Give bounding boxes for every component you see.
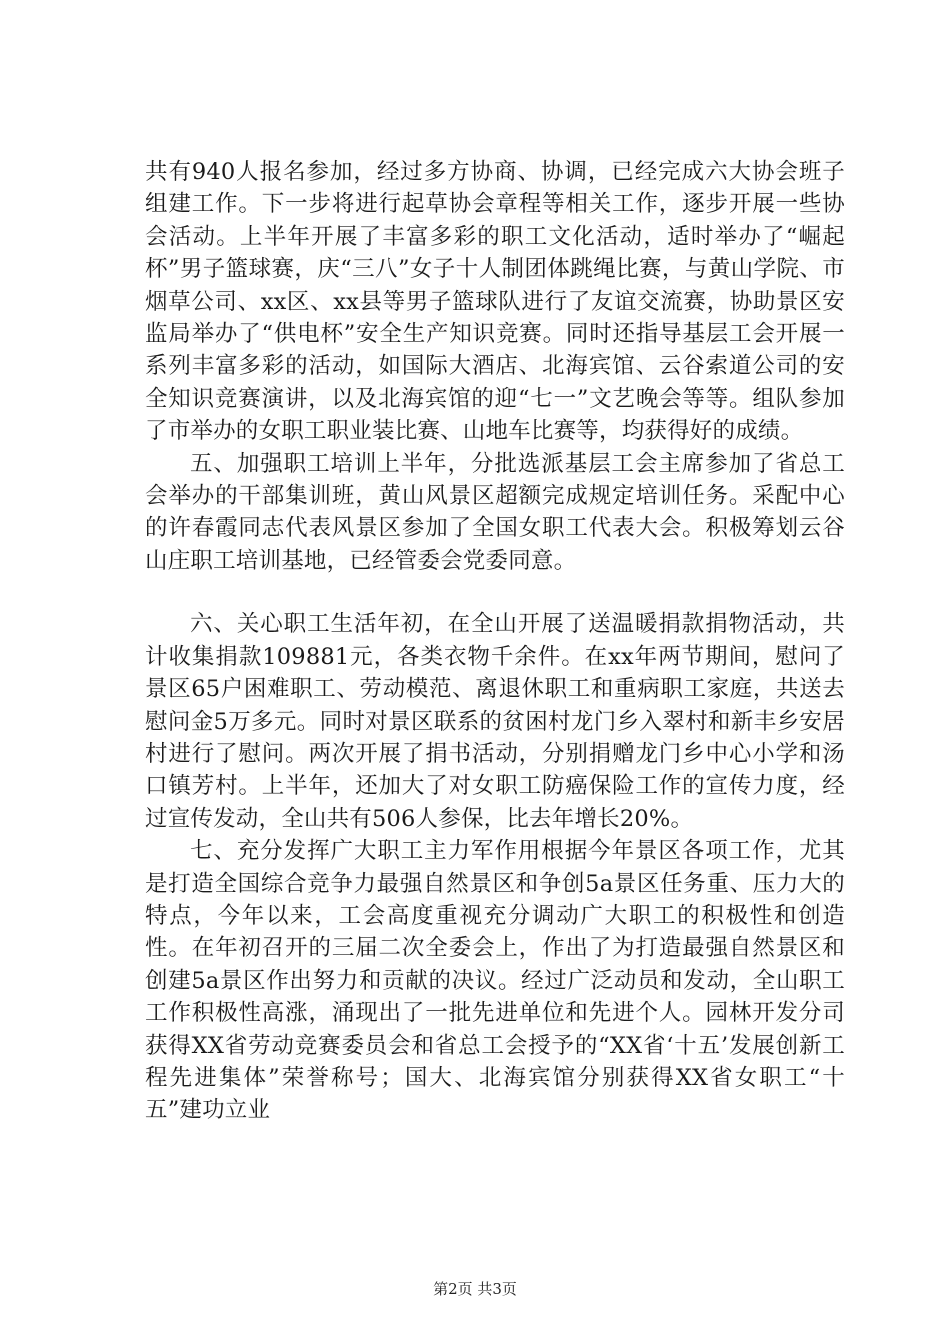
paragraph-staff-training: 五、加强职工培训上半年，分批选派基层工会主席参加了省总工会举办的干部集训班，黄山风景区超额完成规定培训任务。采配中心的许春霞同志代表风景区参加了全国女职工代表大会。积极筹划云谷山庄职工培训基地，已经管委会党委同意。: [145, 450, 845, 574]
document-body: [145, 156, 845, 1127]
paragraph-association-activities: 共有940人报名参加，经过多方协商、协调，已经完成六大协会班子组建工作。下一步将进行起草协会章程等相关工作，逐步开展一些协会活动。上半年开展了丰富多彩的职工文化活动，适时举办了“崛起杯”男子篮球赛，庆“三八”女子十人制团体跳绳比赛，与黄山学院、市烟草公司、xx区、xx县等男子篮球队进行了友谊交流赛，协助景区安监局举办了“供电杯”安全生产知识竞赛。同时还指导基层工会开展一系列丰富多彩的活动，如国际大酒店、北海宾馆、云谷索道公司的安全知识竞赛演讲，以及北海宾馆的迎“七一”文艺晚会等等。组队参加了市举办的女职工职业装比赛、山地车比赛等，均获得好的成绩。: [145, 159, 845, 445]
paragraph-staff-welfare: 六、关心职工生活年初，在全山开展了送温暖捐款捐物活动，共计收集捐款109881元，各类衣物千余件。在xx年两节期间，慰问了景区65户困难职工、劳动模范、离退休职工和重病职工家庭，共送去慰问金5万多元。同时对景区联系的贫困村龙门乡入翠村和新丰乡安居村进行了慰问。两次开展了捐书活动，分别捐赠龙门乡中心小学和汤口镇芳村。上半年，还加大了对女职工防癌保险工作的宣传力度，经过宣传发动，全山共有506人参保，比去年增长20%。: [145, 611, 845, 832]
page-footer: 第2页 共3页: [433, 1280, 517, 1298]
paragraph-workforce-role: 七、充分发挥广大职工主力军作用根据今年景区各项工作，尤其是打造全国综合竞争力最强自然景区和争创5a景区任务重、压力大的特点，今年以来，工会高度重视充分调动广大职工的积极性和创造性。在年初召开的三届二次全委会上，作出了为打造最强自然景区和创建5a景区作出努力和贡献的决议。经过广泛动员和发动，全山职工工作积极性高涨，涌现出了一批先进单位和先进个人。园林开发分司获得XX省劳动竞赛委员会和省总工会授予的“XX省‘十五’发展创新工程先进集体”荣誉称号；国大、北海宾馆分别获得XX省女职工“十五”建功立业: [145, 838, 845, 1124]
